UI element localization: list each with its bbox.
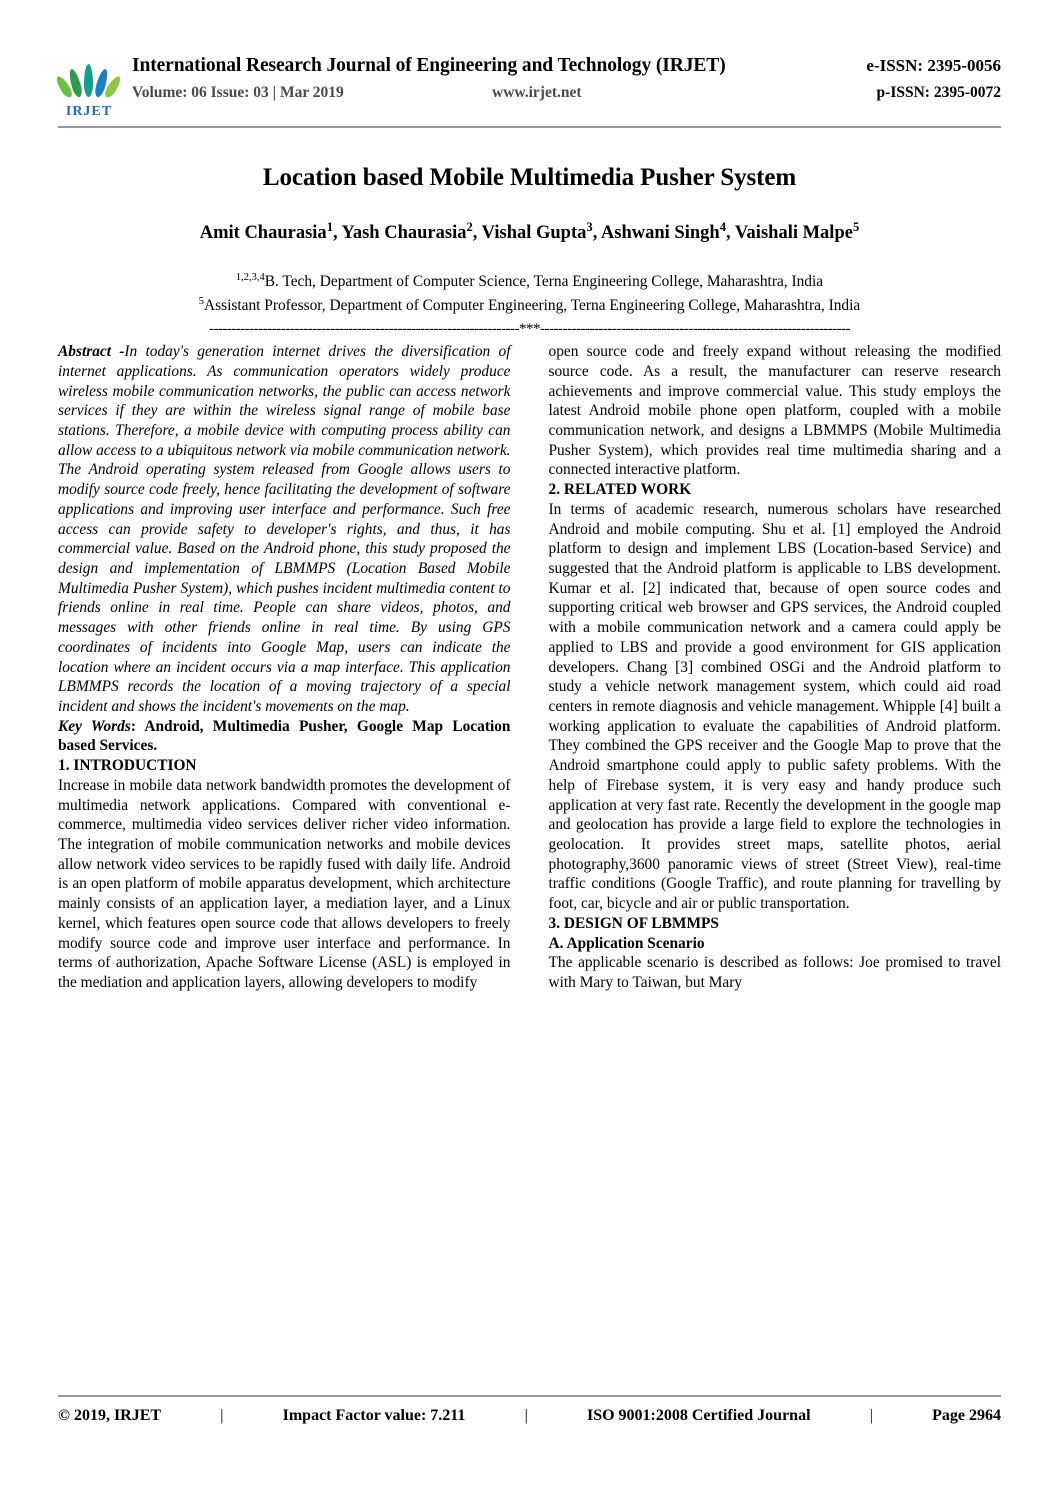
introduction-paragraph: Increase in mobile data network bandwidth promotes the development of multimedia network applications. Compared with conventional e-commerce, multimedia video services deliver richer video information. The integration of mobile communication networks and mobile devices allow network video services to be rapidly fused with daily life. Android is an open platform of mobile apparatus development, which architecture mainly consists of an application layer, a mediation layer, and a Linux kernel, which features open source code that allows developers to freely modify source code and improve user interface and performance. In terms of authorization, Apache Software License (ASL) is employed in the mediation and application layers, allowing developers to modify xyxy=(58,776,511,992)
affiliations xyxy=(58,270,1001,317)
heading-application-scenario: A. Application Scenario xyxy=(548,934,705,952)
author-list: Amit Chaurasia$^1$, Yash Chaurasia$^2$, Vishal Gupta$^3$, Ashwani Singh$^4$, Vaishali Malpe$^5$ xyxy=(199,220,860,244)
abstract-text: In today's generation internet drives the diversification of internet applications. As communication operators widely produce wireless mobile communication networks, the public can access network services if they are within the wireless signal range of mobile base stations. Therefore, a mobile device with computing process ability can allow access to a ubiquitous network via mobile communication network. The Android operating system released from Google allows users to modify source code freely, hence facilitating the development of software applications and improving user interface and performance. Such free access can provide safety to developer's rights, and thus, it has commercial value. Based on the Android phone, this study proposed the design and implementation of LBMMPS (Location Based Mobile Multimedia Pusher System), which pushes incident multimedia content to friends online in real time. People can share videos, photos, and messages with other friends online in real time. By using GPS coordinates of incidents into Google Map, users can indicate the location where an incident occurs via a map interface. This application LBMMPS records the location of a moving trajectory of a special incident and shows the incident's movements on the map. xyxy=(58,343,511,715)
right-column xyxy=(549,342,1002,993)
footer-separator-1: | xyxy=(220,1407,224,1424)
application-scenario-paragraph: The applicable scenario is described as follows: Joe promised to travel with Mary to Taiwan, but Mary xyxy=(548,954,1001,992)
keywords-text: : Android, Multimedia Pusher, Google Map Location based Services. xyxy=(58,717,511,755)
keywords xyxy=(58,717,511,756)
page-footer xyxy=(58,1395,1001,1425)
volume-issue: Volume: 06 Issue: 03 | Mar 2019 xyxy=(132,84,344,101)
footer-separator-3: | xyxy=(869,1407,873,1424)
two-column-body xyxy=(58,342,1001,993)
heading-introduction: 1. INTRODUCTION xyxy=(58,757,197,775)
section-divider: ---------------------------------------------------------------------***--------------------------------------------------------------------- xyxy=(208,321,851,338)
affiliation-line-1: $^{1,2,3,4}$B. Tech, Department of Computer Science, Terna Engineering College, Maharashtra, India xyxy=(235,272,824,291)
heading-related-work: 2. RELATED WORK xyxy=(548,481,692,499)
introduction-continued: open source code and freely expand without releasing the modified source code. As a result, the manufacturer can reserve research achievements and improve commercial value. This study employs the latest Android mobile phone open platform, coupled with a mobile communication network, and designs a LBMMPS (Mobile Multimedia Pusher System), which provides real time multimedia sharing and a connected interactive platform. xyxy=(548,343,1001,479)
abstract-label: Abstract - xyxy=(58,343,125,361)
heading-design-of-lbmmps: 3. DESIGN OF LBMMPS xyxy=(548,914,719,932)
related-work-paragraph: In terms of academic research, numerous scholars have researched Android and mobile computing. Shu et al. [1] employed the Android platform to design and implement LBS (Location-based Service) and suggested that the Android platform is applicable to LBS development. Kumar et al. [2] indicated that, because of open source codes and supporting critical web browser and GPS services, the Android coupled with a mobile communication network and a camera could apply be applied to LBS and provide a good environment for GIS application developers. Chang [3] combined OSGi and the Android platform to study a vehicle network management system, which could aid road centers in remote diagnosis and vehicle management. Whipple [4] built a working application to evaluate the capabilities of Android platform. They combined the GPS receiver and the Google Map to prove that the Android smartphone could apply to public safety problems. With the help of Firebase system, it is very easy and handy produce such application at very fast rate. Recently the development in the google map and geolocation has provide a large field to explore the technologies in geolocation. It provides street maps, satellite photos, aerial photography,3600 panoramic views of street (Street View), real-time traffic conditions (Google Traffic), and route planning for travelling by foot, car, bicycle and air or public transportation. xyxy=(548,500,1001,913)
keywords-label: Key Words xyxy=(58,717,131,735)
abstract-paragraph xyxy=(58,342,511,717)
journal-website[interactable]: www.irjet.net xyxy=(492,84,582,101)
footer-copyright: © 2019, IRJET xyxy=(58,1407,162,1424)
page-title: Location based Mobile Multimedia Pusher System xyxy=(262,164,797,191)
journal-title: International Research Journal of Engineering and Technology (IRJET) xyxy=(132,55,726,76)
leaf-logo-icon xyxy=(60,57,118,103)
masthead-body xyxy=(132,55,1001,102)
irjet-logo xyxy=(58,55,120,120)
logo-text: IRJET xyxy=(65,104,113,119)
affiliation-line-2: $^5$Assistant Professor, Department of Computer Engineering, Terna Engineering College, Maharashtra, India xyxy=(198,295,861,314)
footer-certification: ISO 9001:2008 Certified Journal xyxy=(586,1407,811,1424)
footer-impact-factor: Impact Factor value: 7.211 xyxy=(282,1407,466,1424)
p-issn: p-ISSN: 2395-0072 xyxy=(876,84,1001,101)
footer-page-number: Page 2964 xyxy=(932,1407,1001,1424)
journal-masthead xyxy=(58,55,1001,128)
footer-separator-2: | xyxy=(524,1407,528,1424)
left-column xyxy=(58,342,511,993)
e-issn: e-ISSN: 2395-0056 xyxy=(866,56,1001,75)
